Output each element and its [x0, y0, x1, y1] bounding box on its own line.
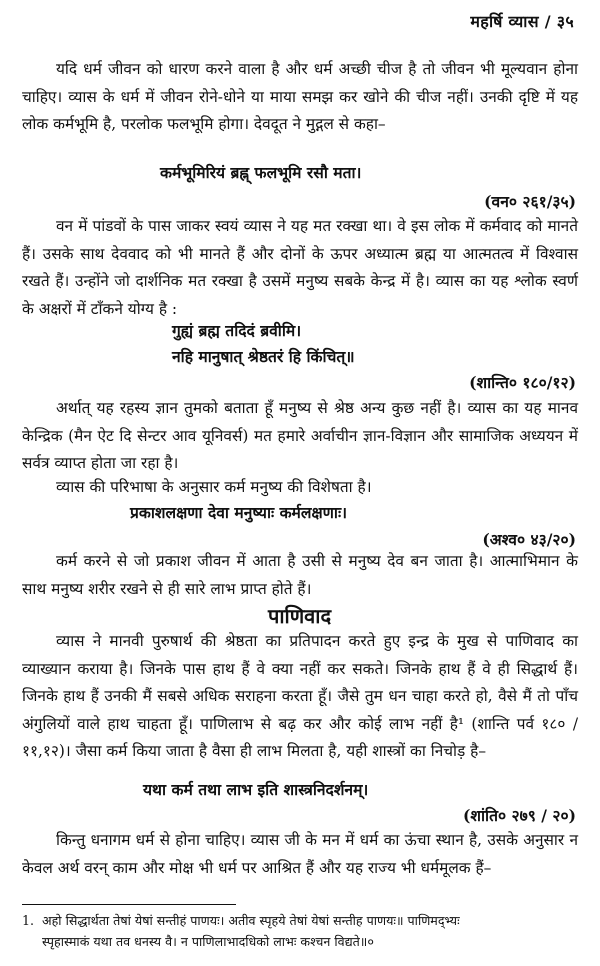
- paragraph-2: वन में पांडवों के पास जाकर स्वयं व्यास ने यह मत रक्खा था। वे इस लोक में कर्मवाद को मानते हैं। उसके साथ देववाद को भी मानते हैं और दोनों के ऊपर अध्यात्म ब्रह्म या आत्मतत्व में विश्वास रखते हैं। उन्होंने जो दार्शनिक मत रक्खा है उसमें मनुष्य सबके केन्द्र में है। व्यास का यह श्लोक स्वर्ण के अक्षरों में टाँकने योग्य है :: [22, 217, 578, 318]
- footnote-line-2: स्पृहास्माकं यथा तव धनस्य वै। न पाणिलाभादधिको लाभः कश्चन विद्यते॥०: [42, 934, 374, 949]
- section-heading: पाणिवाद: [268, 604, 332, 628]
- paragraph-6: व्यास ने मानवी पुरुषार्थ की श्रेष्ठता का प्रतिपादन करते हुए इन्द्र के मुख से पाणिवाद का व्याख्यान कराया है। जिनके पास हाथ हैं वे क्या नहीं कर सकते। जिनके हाथ हैं वे ही सिद्धार्थ हैं। जिनके हाथ हैं उनकी मैं सबसे अधिक सराहना करता हूँ। जैसे तुम धन चाहा करते हो, वैसे मैं तो पाँच अंगुलियों वाले हाथ चाहता हूँ। पाणिलाभ से बढ़ कर और कोई लाभ नहीं है¹ (शान्ति पर्व १८० / ११,१२)। जैसा कर्म किया जाता है वैसा ही लाभ मिलता है, यही शास्त्रों का निचोड़ है–: [22, 632, 578, 761]
- footnote: [22, 910, 580, 952]
- paragraph-5: कर्म करने से जो प्रकाश जीवन में आता है उसी से मनुष्य देव बन जाता है। आत्माभिमान के साथ मनुष्य शरीर रखने से ही सारे लाभ प्राप्त होते हैं।: [22, 552, 578, 598]
- verse-ref-1: (वन० २६१/३५): [484, 192, 576, 211]
- paragraph-1: यदि धर्म जीवन को धारण करने वाला है और धर्म अच्छी चीज है तो जीवन भी मूल्यवान होना चाहिए। व्यास के धर्म में जीवन रोने-धोने या माया समझ कर खोने की चीज नहीं। उनकी दृष्टि में यह लोक कर्मभूमि है, परलोक फलभूमि होगा। देवदूत ने मुद्गल से कहा–: [22, 60, 578, 134]
- paragraph-7: किन्तु धनागम धर्म से होना चाहिए। व्यास जी के मन में धर्म का ऊंचा स्थान है, उसके अनुसार न केवल अर्थ वरन् काम और मोक्ष भी धर्म पर आश्रित हैं और यह राज्य भी धर्ममूलक हैं–: [22, 831, 578, 877]
- verse-2-line-1: गुह्यं ब्रह्म तदिदं ब्रवीमि।: [172, 321, 302, 340]
- verse-2-line-2: नहि मानुषात् श्रेष्ठतरं हि किंचित्॥: [172, 347, 355, 366]
- verse-4: यथा कर्म तथा लाभ इति शास्त्रनिदर्शनम्।: [143, 780, 369, 799]
- paragraph-4: व्यास की परिभाषा के अनुसार कर्म मनुष्य की विशेषता है।: [56, 478, 372, 496]
- footnote-line-1: अहो सिद्धार्थता तेषां येषां सन्तीहं पाणयः। अतीव स्पृहये तेषां येषां सन्तीह पाणयः॥ पाणिमद्भ्यः: [42, 913, 460, 928]
- footnote-divider: [22, 904, 236, 905]
- verse-ref-2: (शान्ति० १८०/१२): [469, 373, 576, 392]
- verse-ref-3: (अश्व० ४३/२०): [482, 530, 576, 549]
- verse-1: कर्मभूमिरियं ब्रह्न् फलभूमि रसौ मता।: [160, 163, 362, 182]
- paragraph-3: अर्थात् यह रहस्य ज्ञान तुमको बताता हूँ मनुष्य से श्रेष्ठ अन्य कुछ नहीं है। व्यास का यह मानव केन्द्रिक (मैन ऐट दि सेन्टर आव यूनिवर्स) मत हमारे अर्वाचीन ज्ञान-विज्ञान और सामाजिक अध्ययन में सर्वत्र व्याप्त होता जा रहा है।: [22, 399, 578, 473]
- verse-ref-4: (शांति० २७९ / २०): [463, 806, 576, 825]
- verse-3: प्रकाशलक्षणा देवा मनुष्याः कर्मलक्षणाः।: [130, 503, 348, 522]
- footnote-number: 1.: [22, 913, 35, 928]
- running-head: महर्षि व्यास / ३५: [470, 12, 574, 31]
